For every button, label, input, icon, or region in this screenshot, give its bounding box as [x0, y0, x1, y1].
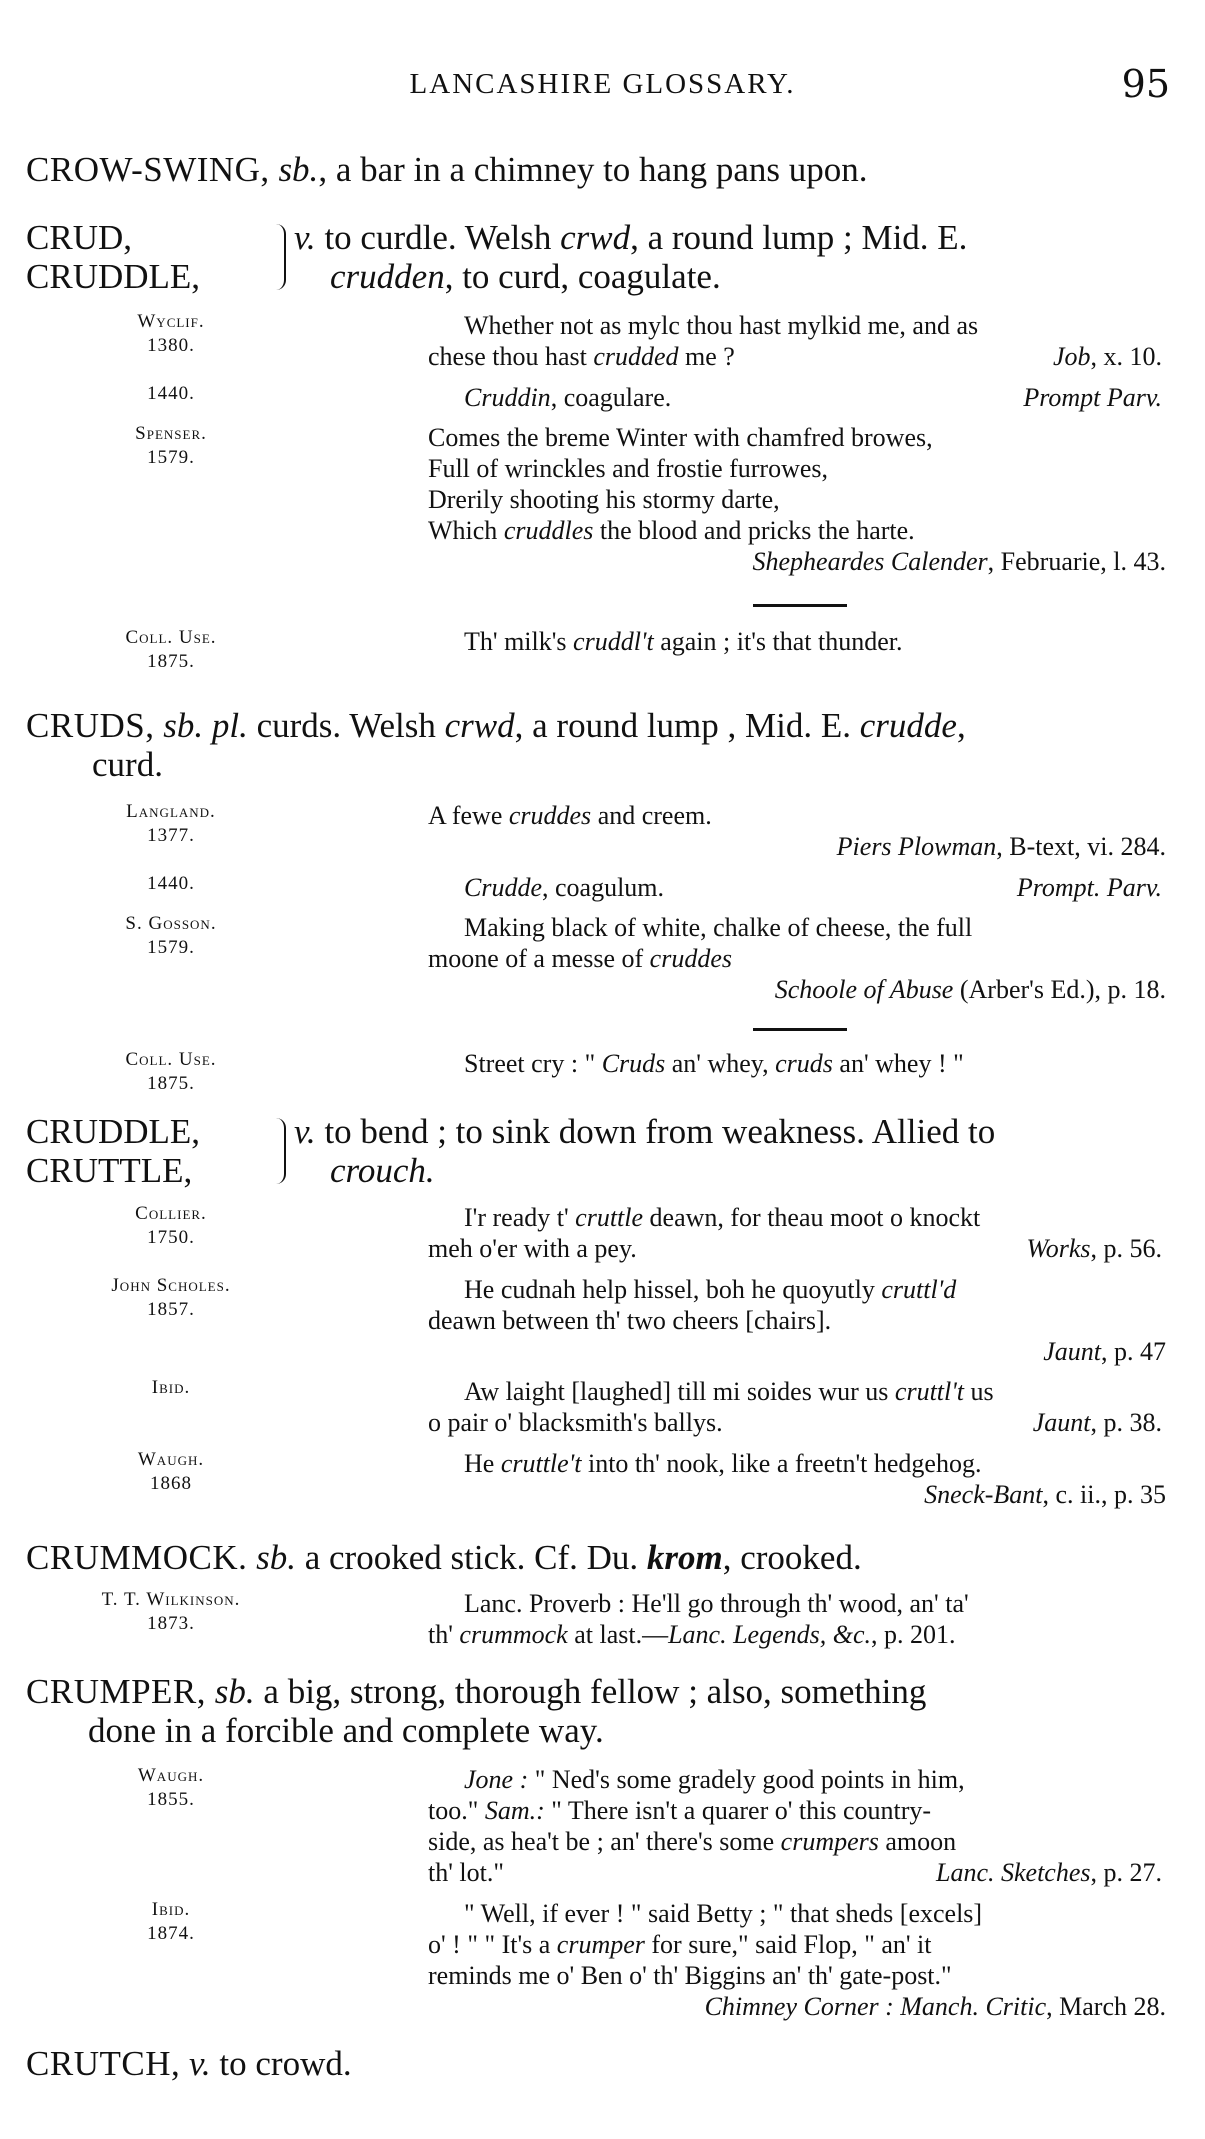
entry-headline: [26, 2044, 1186, 2083]
quote-text: , coagulare.: [550, 383, 672, 412]
def-text: to curdle. Welsh: [324, 218, 561, 257]
quote-line: [428, 1795, 1186, 1826]
headword: CRUMPER,: [26, 1672, 207, 1711]
quote-word: cruds: [775, 1049, 833, 1078]
quote-word: crumper: [556, 1930, 645, 1959]
citation-source: [26, 422, 316, 470]
reference-loc: , B-text, vi. 284.: [996, 832, 1166, 861]
source-name: Waugh.: [137, 1765, 205, 1786]
quote-text: for sure," said Flop, " an' it: [644, 1930, 932, 1959]
definition-continued: curd.: [92, 745, 163, 784]
part-of-speech: sb. pl.: [163, 706, 248, 745]
headword: CRUMMOCK.: [26, 1538, 248, 1577]
quote-line: [428, 1407, 1186, 1438]
citation-source: [26, 872, 316, 896]
quote-text: the blood and pricks the harte.: [593, 516, 915, 545]
citation-quote: [428, 422, 1186, 577]
quote-line: [428, 1764, 1186, 1795]
headword: CRUDS,: [26, 706, 155, 745]
source-year: 1875.: [147, 651, 195, 672]
speaker: Jone :: [464, 1765, 529, 1794]
source-name: Waugh.: [137, 1449, 205, 1470]
reference-loc: , c. ii., p. 35: [1042, 1480, 1166, 1509]
source-year: 1875.: [147, 1073, 195, 1094]
quote-text: at last.—: [567, 1620, 669, 1649]
quote-text: moone of a messe of: [428, 944, 650, 973]
quote-line: [428, 341, 1186, 372]
source-year: 1868: [150, 1473, 192, 1494]
brace: [274, 224, 286, 290]
source-name: Ibid.: [151, 1377, 191, 1398]
entry-crumper: [26, 1672, 1186, 2032]
quote-line: [428, 1448, 1186, 1479]
quote-line: Comes the breme Winter with chamfred browes,: [428, 423, 933, 452]
quote-text: side, as hea't be ; an' there's some: [428, 1827, 781, 1856]
source-year: 1873.: [147, 1613, 195, 1634]
reference-loc: , Februarie, l. 43.: [987, 547, 1166, 576]
citation-source: [26, 1376, 316, 1400]
quote-text: and creem.: [591, 801, 712, 830]
definition: [294, 218, 967, 296]
entry-headline: [26, 706, 1186, 784]
reference-loc: , p. 27.: [1090, 1858, 1162, 1887]
quote-text: He: [464, 1449, 501, 1478]
citation-quote: [428, 1202, 1186, 1264]
etymon: crudde: [859, 706, 957, 745]
quote-line: [428, 1048, 1186, 1079]
etymon: crwd: [444, 706, 515, 745]
definition: , a round lump , Mid. E.: [514, 706, 860, 745]
brace: [274, 1118, 286, 1184]
reference-loc: , p. 47: [1101, 1337, 1166, 1366]
quote-text: " Ned's some gradely good points in him,: [528, 1765, 965, 1794]
quote-line: [428, 872, 1186, 903]
quote-line: [428, 382, 1186, 413]
reference: Lanc. Legends, &c.: [668, 1620, 872, 1649]
quote-reference: [428, 546, 1186, 577]
citation-quote: [428, 310, 1186, 372]
quote-word: cruddes: [649, 944, 732, 973]
source-year: 1579.: [147, 447, 195, 468]
quote-reference: [428, 1479, 1186, 1510]
source-name: Langland.: [126, 801, 216, 822]
reference: Prompt. Parv.: [1016, 873, 1162, 902]
citation-quote: [428, 872, 1186, 903]
part-of-speech: v.: [294, 1112, 316, 1151]
source-name: John Scholes.: [111, 1275, 231, 1296]
part-of-speech: v.: [188, 2044, 211, 2083]
etymon: crwd: [560, 218, 631, 257]
source-name: S. Gosson.: [125, 913, 217, 934]
source-year: 1380.: [147, 335, 195, 356]
quote-text: o pair o' blacksmith's ballys.: [428, 1408, 723, 1437]
headword: CROW-SWING,: [26, 150, 270, 189]
citation-source: [26, 1274, 316, 1322]
citation-quote: [428, 1274, 1186, 1367]
source-year: 1857.: [147, 1299, 195, 1320]
reference: Jaunt: [1043, 1337, 1101, 1366]
quote-text: amoon: [878, 1827, 957, 1856]
quote-reference: [428, 1991, 1186, 2022]
def-text: to bend ; to sink down from weakness. Allied to: [315, 1112, 996, 1151]
quote-line: [428, 1202, 1186, 1233]
definition: curds. Welsh: [247, 706, 445, 745]
quote-word: cruttle: [575, 1203, 644, 1232]
entry-cruds: [26, 706, 1186, 1116]
citation-quote: [428, 1048, 1186, 1079]
quote-line: Full of wrinckles and frostie furrowes,: [428, 454, 829, 483]
definition-continued: done in a forcible and complete way.: [88, 1711, 604, 1750]
citation-quote: [428, 912, 1186, 1005]
quote-text: too.": [428, 1796, 485, 1825]
citation-quote: [428, 1448, 1186, 1510]
quote-text: into th' nook, like a freetn't hedgehog.: [581, 1449, 982, 1478]
headword: CRUTTLE,: [26, 1151, 193, 1190]
quote-text: He cudnah help hissel, boh he quoyutly: [464, 1275, 882, 1304]
quote-line: [428, 800, 1186, 831]
quote-text: again ; it's that thunder.: [653, 627, 903, 656]
reference: Job: [1052, 342, 1091, 371]
etymon: crudden: [330, 257, 445, 296]
reference-loc: , March 28.: [1046, 1992, 1166, 2021]
source-name: Spenser.: [135, 423, 207, 444]
quote-text: meh o'er with a pey.: [428, 1234, 637, 1263]
part-of-speech: v.: [294, 218, 316, 257]
definition: [294, 1112, 995, 1190]
citation-quote: [428, 1898, 1186, 2022]
quote-text: Which: [428, 516, 504, 545]
quote-word: Cruddin: [464, 383, 551, 412]
quote-text: Street cry : ": [464, 1049, 602, 1078]
reference: Works: [1026, 1234, 1091, 1263]
quote-line: [428, 1857, 1186, 1888]
part-of-speech: sb.: [278, 150, 319, 189]
quote-text: th' lot.": [428, 1858, 504, 1887]
citation-quote: [428, 626, 1186, 657]
source-name: Coll. Use.: [125, 627, 217, 648]
reference-loc: , p. 38.: [1090, 1408, 1162, 1437]
quote-line: " Well, if ever ! " said Betty ; " that sheds [excels]: [464, 1899, 983, 1928]
speaker: Sam.:: [484, 1796, 545, 1825]
headword-pair: [26, 218, 200, 296]
citation-source: [26, 310, 316, 358]
quote-line: [428, 1826, 1186, 1857]
citation-source: [26, 382, 316, 406]
quote-text: " There isn't a quarer o' this country-: [544, 1796, 932, 1825]
citation-quote: [428, 382, 1186, 413]
source-name: Collier.: [135, 1203, 207, 1224]
quote-word: crumpers: [780, 1827, 879, 1856]
headword: CRUTCH,: [26, 2044, 181, 2083]
quote-text: Th' milk's: [464, 627, 574, 656]
definition: , crooked.: [722, 1538, 862, 1577]
citation-quote: [428, 1376, 1186, 1438]
quote-text: me ?: [678, 342, 735, 371]
def-text: , to curd, coagulate.: [444, 257, 721, 296]
headword-pair: [26, 1112, 200, 1190]
quote-text: an' whey ! ": [832, 1049, 964, 1078]
quote-text: , coagulum.: [542, 873, 665, 902]
section-rule: [753, 1028, 847, 1031]
definition: , a bar in a chimney to hang pans upon.: [318, 150, 868, 189]
quote-line: [428, 1376, 1186, 1407]
source-name: Ibid.: [151, 1899, 191, 1920]
quote-text: chese thou hast: [428, 342, 594, 371]
definition: a big, strong, thorough fellow ; also, something: [254, 1672, 927, 1711]
entry-crutch: [26, 2044, 1186, 2083]
etymon: krom: [646, 1538, 723, 1577]
quote-line: deawn between th' two cheers [chairs].: [428, 1306, 832, 1335]
reference-loc: (Arber's Ed.), p. 18.: [953, 975, 1166, 1004]
quote-line: [428, 1929, 1186, 1960]
quote-line: [428, 1619, 1186, 1650]
quote-text: I'r ready t': [464, 1203, 576, 1232]
citation-source: [26, 912, 316, 960]
quote-text: A fewe: [428, 801, 509, 830]
etymon: crouch.: [330, 1151, 435, 1190]
source-name: T. T. Wilkinson.: [101, 1589, 241, 1610]
source-year: 1855.: [147, 1789, 195, 1810]
quote-line: [428, 943, 1186, 974]
reference: Sneck-Bant: [924, 1480, 1043, 1509]
quote-text: deawn, for theau moot o knockt: [643, 1203, 981, 1232]
quote-line: Making black of white, chalke of cheese, the full: [464, 913, 973, 942]
citation-source: [26, 1588, 316, 1636]
citation-quote: [428, 1764, 1186, 1888]
source-year: 1440.: [147, 383, 195, 404]
entry-crud: [26, 218, 1186, 678]
definition: a crooked stick. Cf. Du.: [295, 1538, 647, 1577]
quote-word: crummock: [459, 1620, 568, 1649]
running-head: [0, 62, 1205, 106]
reference: Piers Plowman: [836, 832, 997, 861]
quote-line: Whether not as mylc thou hast mylkid me, and as: [464, 311, 979, 340]
reference: Prompt Parv.: [1023, 383, 1162, 412]
reference-loc: , p. 201.: [871, 1620, 956, 1649]
citation-source: [26, 1048, 316, 1096]
quote-text: us: [964, 1377, 994, 1406]
quote-word: cruttl'd: [881, 1275, 957, 1304]
quote-reference: [428, 974, 1186, 1005]
reference-loc: , p. 56.: [1090, 1234, 1162, 1263]
citation-source: [26, 1898, 316, 1946]
quote-text: o' ! " " It's a: [428, 1930, 557, 1959]
quote-line: Lanc. Proverb : He'll go through th' wood, an' ta': [464, 1589, 969, 1618]
quote-word: cruddes: [508, 801, 592, 830]
def-text: , a round lump ; Mid. E.: [630, 218, 968, 257]
section-rule: [753, 604, 847, 607]
quote-word: cruttle't: [500, 1449, 582, 1478]
quote-word: cruttl't: [894, 1377, 965, 1406]
quote-text: an' whey,: [665, 1049, 776, 1078]
running-title: LANCASHIRE GLOSSARY.: [409, 68, 796, 100]
citation-source: [26, 800, 316, 848]
source-year: 1377.: [147, 825, 195, 846]
headword: CRUD,: [26, 218, 132, 257]
citation-quote: [428, 800, 1186, 862]
entry-cruddle: [26, 1112, 1186, 1532]
source-name: Wyclif.: [137, 311, 205, 332]
quote-line: reminds me o' Ben o' th' Biggins an' th' gate-post.": [428, 1961, 952, 1990]
quote-word: Crudde: [464, 873, 542, 902]
citation-quote: [428, 1588, 1186, 1650]
entry-crummock: [26, 1538, 1186, 1668]
part-of-speech: sb.: [214, 1672, 255, 1711]
quote-word: Cruds: [601, 1049, 666, 1078]
reference: Jaunt: [1032, 1408, 1091, 1437]
quote-line: Drerily shooting his stormy darte,: [428, 485, 780, 514]
quote-reference: [428, 831, 1186, 862]
entry-headline: [26, 1672, 1186, 1750]
quote-reference: [428, 1336, 1186, 1367]
source-year: 1750.: [147, 1227, 195, 1248]
reference-loc: , x. 10.: [1090, 342, 1162, 371]
quote-line: [428, 515, 1186, 546]
quote-word: cruddles: [503, 516, 594, 545]
definition: to crowd.: [210, 2044, 352, 2083]
source-year: 1874.: [147, 1923, 195, 1944]
definition: ,: [956, 706, 966, 745]
quote-line: [428, 626, 1186, 657]
part-of-speech: sb.: [256, 1538, 296, 1577]
reference: Lanc. Sketches: [935, 1858, 1091, 1887]
quote-line: [428, 1233, 1186, 1264]
source-year: 1440.: [147, 873, 195, 894]
quote-word: crudded: [593, 342, 679, 371]
citation-source: [26, 626, 316, 674]
entry-crow-swing: [26, 150, 1186, 189]
headword: CRUDDLE,: [26, 1112, 201, 1151]
headword: CRUDDLE,: [26, 257, 201, 296]
quote-text: th': [428, 1620, 460, 1649]
quote-line: [428, 1274, 1186, 1305]
citation-source: [26, 1448, 316, 1496]
reference: Schoole of Abuse: [774, 975, 954, 1004]
source-name: Coll. Use.: [125, 1049, 217, 1070]
source-year: 1579.: [147, 937, 195, 958]
reference: Chimney Corner : Manch. Critic: [704, 1992, 1047, 2021]
reference: Shepheardes Calender: [752, 547, 988, 576]
quote-text: Aw laight [laughed] till mi soides wur us: [464, 1377, 895, 1406]
citation-source: [26, 1202, 316, 1250]
quote-word: cruddl't: [573, 627, 654, 656]
entry-headline: [26, 1538, 1186, 1577]
citation-source: [26, 1764, 316, 1812]
page-number: 95: [1121, 62, 1170, 106]
